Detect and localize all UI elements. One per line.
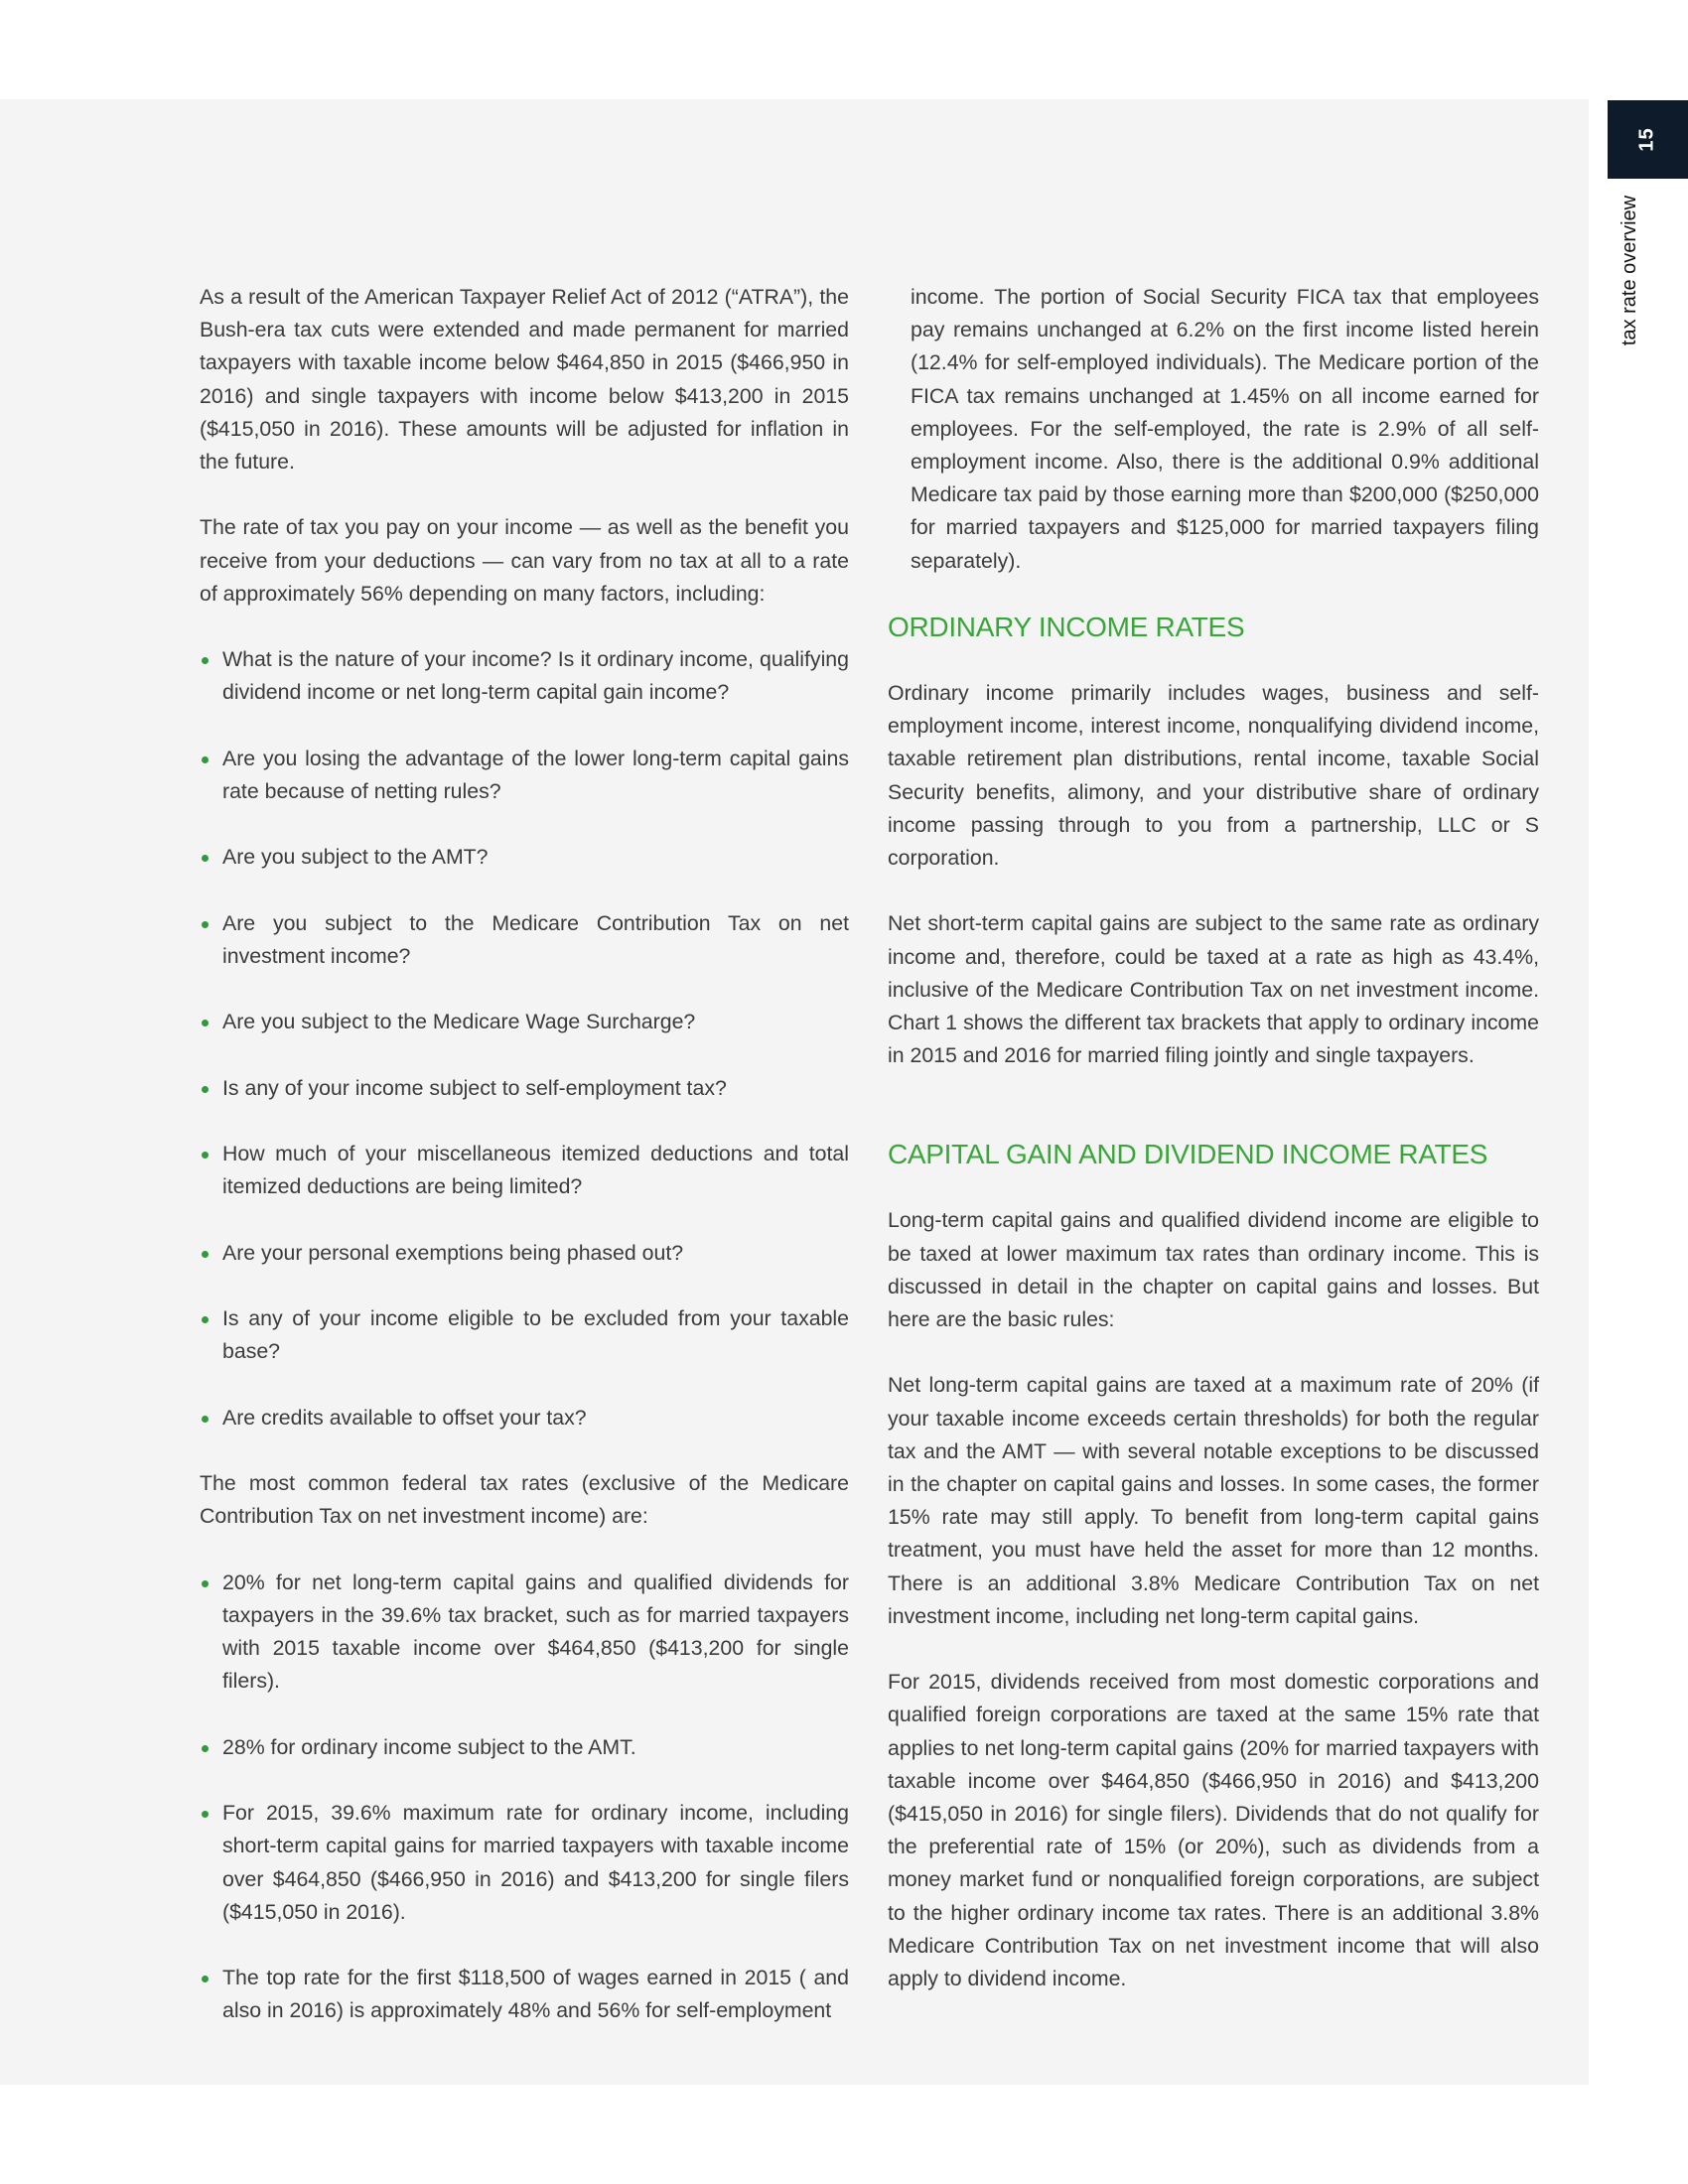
factor-bullet-text: Is any of your income eligible to be excluded from your taxable base? (222, 1306, 849, 1364)
page-number-tab (1608, 100, 1688, 179)
bullet-icon (202, 1745, 209, 1752)
factor-bullet-text: Is any of your income subject to self-employment tax? (222, 1075, 727, 1100)
ordinary-paragraph: Net short-term capital gains are subject to the same rate as ordinary income and, therefore, could be taxed at a rate as high as 43.4%, inclusive of the Medicare Contribution Tax on net investment income. Chart 1 shows the different tax brackets that apply to ordinary income in 2015 and 2016 for married filing jointly and single taxpayers. (888, 911, 1539, 1068)
bullet-icon (202, 1251, 209, 1258)
factor-bullet-list (200, 643, 849, 1434)
rate-bullet-item (200, 1567, 849, 1699)
factor-bullet-item (200, 1072, 849, 1105)
ordinary-paragraph: Ordinary income primarily includes wages, business and self- employment income, interest income, nonqualifying dividend income, taxable retirement plan distributions, rental income, taxable Social Security benefits, alimony, and your distributive share of ordinary income passing through to you from a partnership, LLC or S corporation. (888, 681, 1539, 871)
bullet-icon (202, 1976, 209, 1982)
factor-bullet-item (200, 1402, 849, 1434)
bullet-icon (202, 1086, 209, 1093)
factor-bullet-item (200, 907, 849, 973)
factor-bullet-text: Are your personal exemptions being phased out? (222, 1240, 684, 1265)
bullet-icon (202, 1811, 209, 1818)
bullet-icon (202, 1580, 209, 1587)
factor-bullet-text: Are you losing the advantage of the lower long-term capital gains rate because of netting rules? (222, 746, 849, 803)
factor-bullet-text: How much of your miscellaneous itemized deductions and total itemized deductions are being limited? (222, 1142, 849, 1199)
bullet-icon (202, 921, 209, 928)
common-rates-paragraph: The most common federal tax rates (exclusive of the Medicare Contribution Tax on net investment income) are: (200, 1471, 849, 1529)
factor-bullet-item (200, 643, 849, 709)
bullet-icon (202, 1416, 209, 1423)
capital-gain-heading: CAPITAL GAIN AND DIVIDEND INCOME RATES (888, 1139, 1488, 1170)
rate-bullet-item (200, 1731, 849, 1764)
section-label-container (1619, 191, 1641, 349)
section-label: tax rate overview (1618, 195, 1641, 345)
factor-bullet-item (200, 1237, 849, 1270)
factor-bullet-item (200, 841, 849, 874)
page-number: 15 (1636, 127, 1658, 152)
intro-paragraph: As a result of the American Taxpayer Relief Act of 2012 (“ATRA”), the Bush-era tax cuts were extended and made permanent for married taxpayers with taxable income below $464,850 in 2015 ($466,950 in 2016) and single taxpayers with income below $413,200 in 2015 ($415,050 in 2016). These amounts will be adjusted for inflation in the future. (200, 285, 849, 475)
rate-bullet-text: 20% for net long-term capital gains and qualified dividends for taxpayers in the 39.6% tax bracket, such as for married taxpayers with 2015 taxable income over $464,850 ($413,200 for single filers). (222, 1570, 849, 1694)
factor-bullet-text: Are credits available to offset your tax? (222, 1405, 587, 1430)
factor-bullet-text: Are you subject to the Medicare Contribution Tax on net investment income? (222, 910, 849, 968)
factor-bullet-text: Are you subject to the Medicare Wage Surcharge? (222, 1010, 696, 1034)
rate-bullet-text: For 2015, 39.6% maximum rate for ordinary income, including short-term capital gains for married taxpayers with taxable income over $464,850 ($466,950 in 2016) and $413,200 for single filers ($415,050 in 2016). (222, 1801, 849, 1924)
factor-bullet-item (200, 743, 849, 808)
capital-paragraph: Net long-term capital gains are taxed at a maximum rate of 20% (if your taxable income exceeds certain thresholds) for both the regular tax and the AMT — with several notable exceptions to be discussed in the chapter on capital gains and losses. In some cases, the former 15% rate may still apply. To benefit from long-term capital gains treatment, you must have held the asset for more than 12 months. There is an additional 3.8% Medicare Contribution Tax on net investment income, including net long-term capital gains. (888, 1373, 1539, 1628)
factor-bullet-text: Are you subject to the AMT? (222, 845, 489, 870)
ordinary-income-heading: ORDINARY INCOME RATES (888, 612, 1245, 643)
capital-paragraph: Long-term capital gains and qualified dividend income are eligible to be taxed at lower maximum tax rates than ordinary income. This is discussed in detail in the chapter on capital gains and losses. But here are the basic rules: (888, 1208, 1539, 1332)
continuation-paragraph: income. The portion of Social Security FICA tax that employees pay remains unchanged at 6.2% on the first income listed herein (12.4% for self-employed individuals). The Medicare portion of the FICA tax remains unchanged at 1.45% on all income earned for employees. For the self-employed, the rate is 2.9% of all self-employment income. Also, there is the additional 0.9% additional Medicare tax paid by those earning more than $200,000 ($250,000 for married taxpayers and $125,000 for married taxpayers filing separately). (911, 285, 1539, 573)
rate-bullet-list (200, 1567, 849, 2028)
factor-bullet-item (200, 1006, 849, 1038)
rate-bullet-text: The top rate for the first $118,500 of wages earned in 2015 ( and also in 2016) is approximately 48% and 56% for self-employment (222, 1966, 849, 2023)
bullet-icon (202, 1020, 209, 1026)
capital-paragraph: For 2015, dividends received from most domestic corporations and qualified foreign corporations are taxed at the same 15% rate that applies to net long-term capital gains (20% for married taxpayers with taxable income over $464,850 ($466,950 in 2016) and $413,200 ($415,050 in 2016) for single filers). Dividends that do not qualify for the preferential rate of 15% (or 20%), such as dividends from a money market fund or nonqualified foreign corporations, are subject to the higher ordinary income tax rates. There is an additional 3.8% Medicare Contribution Tax on net investment income that will also apply to dividend income. (888, 1670, 1539, 1991)
bullet-icon (202, 657, 209, 664)
rate-bullet-item (200, 1797, 849, 1929)
right-column (888, 281, 1539, 1995)
factor-bullet-item (200, 1138, 849, 1203)
bullet-icon (202, 855, 209, 862)
factor-bullet-item (200, 1302, 849, 1368)
bullet-icon (202, 1152, 209, 1159)
rate-bullet-item (200, 1962, 849, 2027)
bullet-icon (202, 756, 209, 763)
factor-bullet-text: What is the nature of your income? Is it ordinary income, qualifying dividend income or net long-term capital gain income? (222, 647, 849, 705)
bullet-icon (202, 1316, 209, 1323)
rate-paragraph: The rate of tax you pay on your income — as well as the benefit you receive from your deductions — can vary from no tax at all to a rate of approximately 56% depending on many factors, including: (200, 515, 849, 606)
rate-bullet-text: 28% for ordinary income subject to the AMT. (222, 1734, 636, 1759)
left-column (200, 281, 849, 2061)
